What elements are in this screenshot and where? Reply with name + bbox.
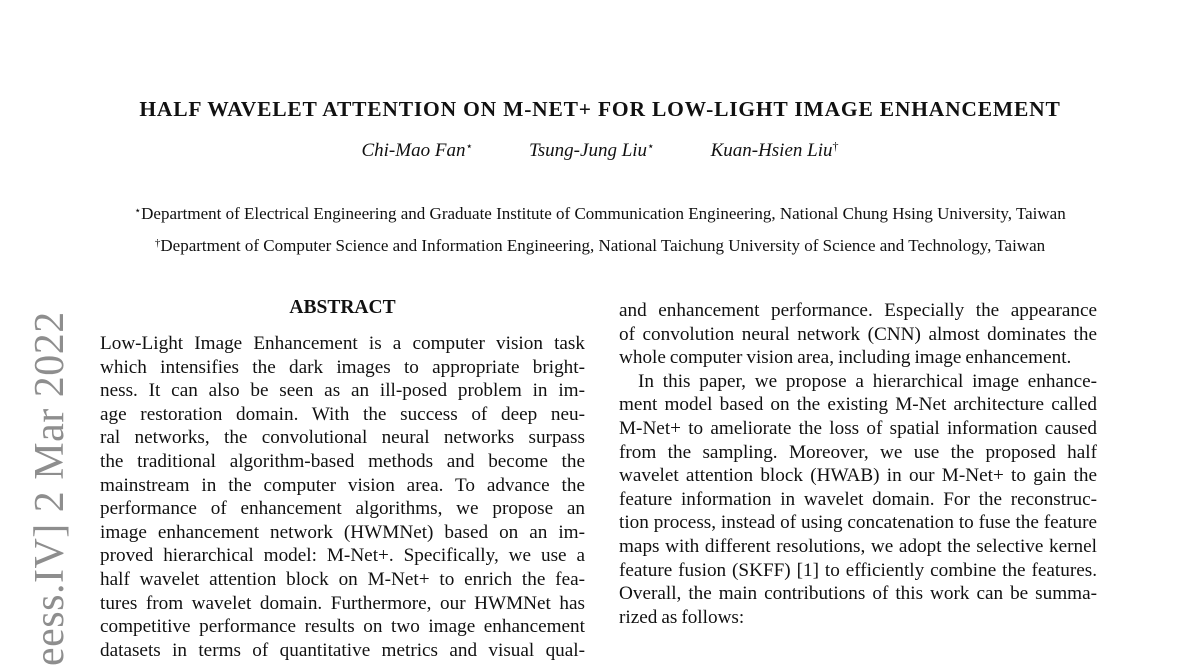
author-affiliation-mark: † xyxy=(832,139,839,153)
text-line: Low-Light Image Enhancement is a computer vision task xyxy=(100,333,585,354)
text-line: tion process, instead of using concatenation to fuse the feature xyxy=(619,512,1097,534)
affiliation-mark: ⋆ xyxy=(134,205,142,217)
text-line: age restoration domain. With the success of deep neu- xyxy=(100,403,585,425)
text-line: ment model based on the existing M-Net architecture called xyxy=(619,394,1097,416)
text-line: which intensifies the dark images to appropriate bright- xyxy=(100,356,585,378)
arxiv-watermark: eess.IV] 2 Mar 2022 xyxy=(27,311,73,666)
authors-line xyxy=(0,139,1200,162)
author-name: Chi-Mao Fan xyxy=(361,140,466,161)
author xyxy=(711,139,839,162)
text-line: Overall, the main contributions of this work can be summa- xyxy=(619,583,1097,605)
text-line: from the sampling. Moreover, we use the proposed half xyxy=(619,441,1097,463)
text-line: maps with different resolutions, we adopt the selective kernel xyxy=(619,535,1097,557)
author-name: Tsung-Jung Liu xyxy=(528,140,648,161)
text-line: ness. It can also be seen as an ill-posed problem in im- xyxy=(100,380,585,402)
author xyxy=(361,139,472,162)
text-line: wavelet attention block (HWAB) in our M-Net+ to gain the xyxy=(619,465,1097,487)
text-line: of convolution neural network (CNN) almost dominates the xyxy=(619,323,1097,345)
affiliation-text: Department of Electrical Engineering and Graduate Institute of Communication Engineering, National Chung Hsing University, Taiwan xyxy=(141,204,1066,223)
text-line: and enhancement performance. Especially the appearance xyxy=(619,300,1097,321)
left-column xyxy=(100,296,585,662)
author-affiliation-mark: ⋆ xyxy=(465,139,473,153)
text-line: half wavelet attention block on M-Net+ to enrich the fea- xyxy=(100,568,585,590)
text-line: M-Net+ to ameliorate the loss of spatial information caused xyxy=(619,417,1097,439)
text-line: the traditional algorithm-based methods and become the xyxy=(100,450,585,472)
right-column xyxy=(619,299,1097,629)
paper-title: HALF WAVELET ATTENTION ON M-NET+ FOR LOW-LIGHT IMAGE ENHANCEMENT xyxy=(139,97,1061,122)
text-line: competitive performance results on two image enhancement xyxy=(100,616,585,638)
text-line: ral networks, the convolutional neural networks surpass xyxy=(100,427,585,449)
text-line: image enhancement network (HWMNet) based on an im- xyxy=(100,521,585,543)
text-line: mainstream in the computer vision area. To advance the xyxy=(100,474,585,496)
text-line: feature information in wavelet domain. For the reconstruc- xyxy=(619,488,1097,510)
text-line: proved hierarchical model: M-Net+. Specifically, we use a xyxy=(100,545,585,567)
text-line: whole computer vision area, including image enhancement. xyxy=(619,347,1072,369)
affiliation-mark: † xyxy=(154,236,161,249)
affiliation-line xyxy=(0,229,1200,261)
author xyxy=(529,139,655,162)
intro-text xyxy=(619,299,1097,629)
text-line: datasets in terms of quantitative metrics and visual qual- xyxy=(100,639,585,661)
affiliation-line xyxy=(0,197,1200,229)
abstract-heading: ABSTRACT xyxy=(289,297,396,318)
abstract-text xyxy=(100,332,585,662)
author-name: Kuan-Hsien Liu xyxy=(710,140,833,161)
author-affiliation-mark: ⋆ xyxy=(647,139,655,153)
text-line: tures from wavelet domain. Furthermore, our HWMNet has xyxy=(100,592,585,614)
affiliations xyxy=(0,197,1200,260)
text-line: performance of enhancement algorithms, we propose an xyxy=(100,498,585,520)
text-line: rized as follows: xyxy=(619,606,745,628)
text-line: In this paper, we propose a hierarchical image enhance- xyxy=(638,370,1097,392)
text-line: feature fusion (SKFF) [1] to efficiently combine the features. xyxy=(619,559,1097,581)
affiliation-text: Department of Computer Science and Information Engineering, National Taichung University of Science and Technology, Taiwan xyxy=(160,235,1046,255)
